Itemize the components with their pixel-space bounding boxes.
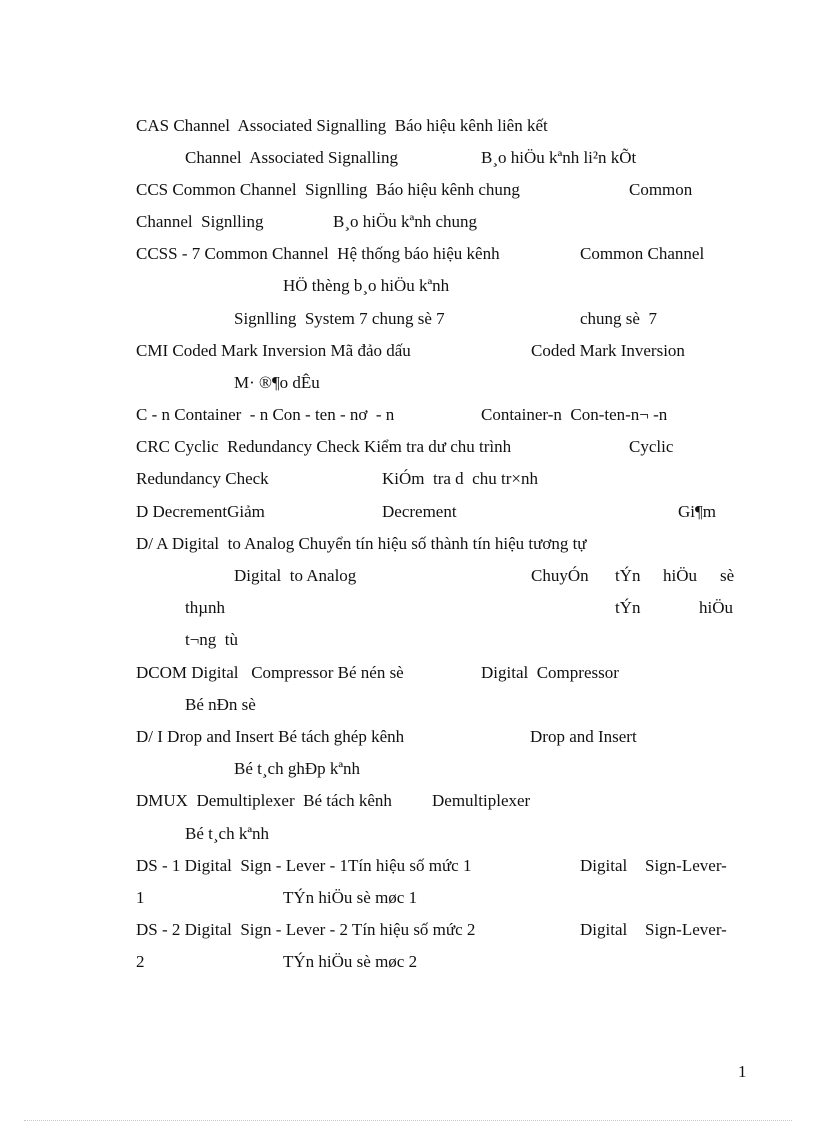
page-number: 1 xyxy=(738,1062,747,1081)
entry-d-line: D DecrementGiảm xyxy=(136,502,265,521)
entry-di-line: D/ I Drop and Insert Bé tách ghép kênh xyxy=(136,727,405,746)
entry-di-english: Drop and Insert xyxy=(530,727,637,746)
entry-ds1-word-digital: Digital xyxy=(580,856,628,875)
entry-d-vietnamese: Gi¶m xyxy=(678,502,716,521)
entry-crc-line: CRC Cyclic Redundancy Check Kiểm tra dư chu trình xyxy=(136,437,512,456)
entry-crc-english-end: Redundancy Check xyxy=(136,469,269,488)
entry-da-word-thanh: thµnh xyxy=(185,598,226,617)
entry-ccs-english-start: Common xyxy=(629,180,693,199)
entry-cn-english: Container-n Con-ten-n¬ -n xyxy=(481,405,668,424)
entry-dcom-line: DCOM Digital Compressor Bé nén sè xyxy=(136,663,404,682)
entry-cas-vietnamese: B¸o hiÖu kªnh li²n kÕt xyxy=(481,148,637,167)
entry-dcom-english: Digital Compressor xyxy=(481,663,619,682)
entry-da-word-so: sè xyxy=(720,566,735,585)
entry-crc-vietnamese: KiÓm tra d chu tr×nh xyxy=(382,469,538,488)
entry-cas-line: CAS Channel Associated Signalling Báo hiệu kênh liên kết xyxy=(136,116,548,135)
entry-ds2-word-digital: Digital xyxy=(580,920,628,939)
entry-ds2-word-sign-lever: Sign-Lever- xyxy=(645,920,727,939)
entry-ccss7-english-start: Common Channel xyxy=(580,244,705,263)
entry-dmux-english: Demultiplexer xyxy=(432,791,531,810)
entry-ccs-english-end: Channel Signlling xyxy=(136,212,264,231)
entry-d-english: Decrement xyxy=(382,502,457,521)
entry-dcom-vietnamese: Bé nÐn sè xyxy=(185,695,256,714)
entry-crc-english-start: Cyclic xyxy=(629,437,674,456)
entry-da-word-tuong-tu: t¬ng tù xyxy=(185,630,239,649)
entry-da-word-chuyen: ChuyÓn xyxy=(531,566,589,585)
entry-cmi-vietnamese: M· ®¶o dÊu xyxy=(234,373,320,392)
entry-ds1-line: DS - 1 Digital Sign - Lever - 1Tín hiệu số mức 1 xyxy=(136,856,472,875)
entry-dmux-vietnamese: Bé t¸ch kªnh xyxy=(185,824,270,843)
entry-da-line: D/ A Digital to Analog Chuyển tín hiệu số thành tín hiệu tương tự xyxy=(136,534,587,553)
entry-ds1-number: 1 xyxy=(136,888,145,907)
entry-cmi-line: CMI Coded Mark Inversion Mã đảo dấu xyxy=(136,341,411,360)
entry-ds2-vietnamese: TÝn hiÖu sè møc 2 xyxy=(283,952,418,971)
entry-ds1-vietnamese: TÝn hiÖu sè møc 1 xyxy=(283,888,418,907)
entry-ccss7-vietnamese-end: chung sè 7 xyxy=(580,309,657,328)
entry-cas-english: Channel Associated Signalling xyxy=(185,148,398,167)
entry-ccss7-line: CCSS - 7 Common Channel Hệ thống báo hiệu kênh xyxy=(136,244,500,263)
entry-ccss7-vietnamese-start: HÖ thèng b¸o hiÖu kªnh xyxy=(283,276,450,295)
entry-da-word-hieu: hiÖu xyxy=(663,566,697,585)
entry-ccs-vietnamese: B¸o hiÖu kªnh chung xyxy=(333,212,477,231)
page-bottom-divider xyxy=(24,1120,792,1121)
entry-ds2-number: 2 xyxy=(136,952,145,971)
entry-ds2-line: DS - 2 Digital Sign - Lever - 2 Tín hiệu số mức 2 xyxy=(136,920,476,939)
entry-dmux-line: DMUX Demultiplexer Bé tách kênh xyxy=(136,791,392,810)
entry-ccss7-continuation: Signlling System 7 chung sè 7 xyxy=(234,309,445,328)
entry-da-word-tin: tÝn xyxy=(615,566,641,585)
entry-ds1-word-sign-lever: Sign-Lever- xyxy=(645,856,727,875)
entry-da-word-tin-2: tÝn xyxy=(615,598,641,617)
entry-da-word-hieu-2: hiÖu xyxy=(699,598,733,617)
entry-ccs-line: CCS Common Channel Signlling Báo hiệu kênh chung xyxy=(136,180,520,199)
entry-cmi-english: Coded Mark Inversion xyxy=(531,341,685,360)
entry-cn-line: C - n Container - n Con - ten - nơ - n xyxy=(136,405,395,424)
entry-di-vietnamese: Bé t¸ch ghÐp kªnh xyxy=(234,759,361,778)
entry-da-english: Digital to Analog xyxy=(234,566,357,585)
